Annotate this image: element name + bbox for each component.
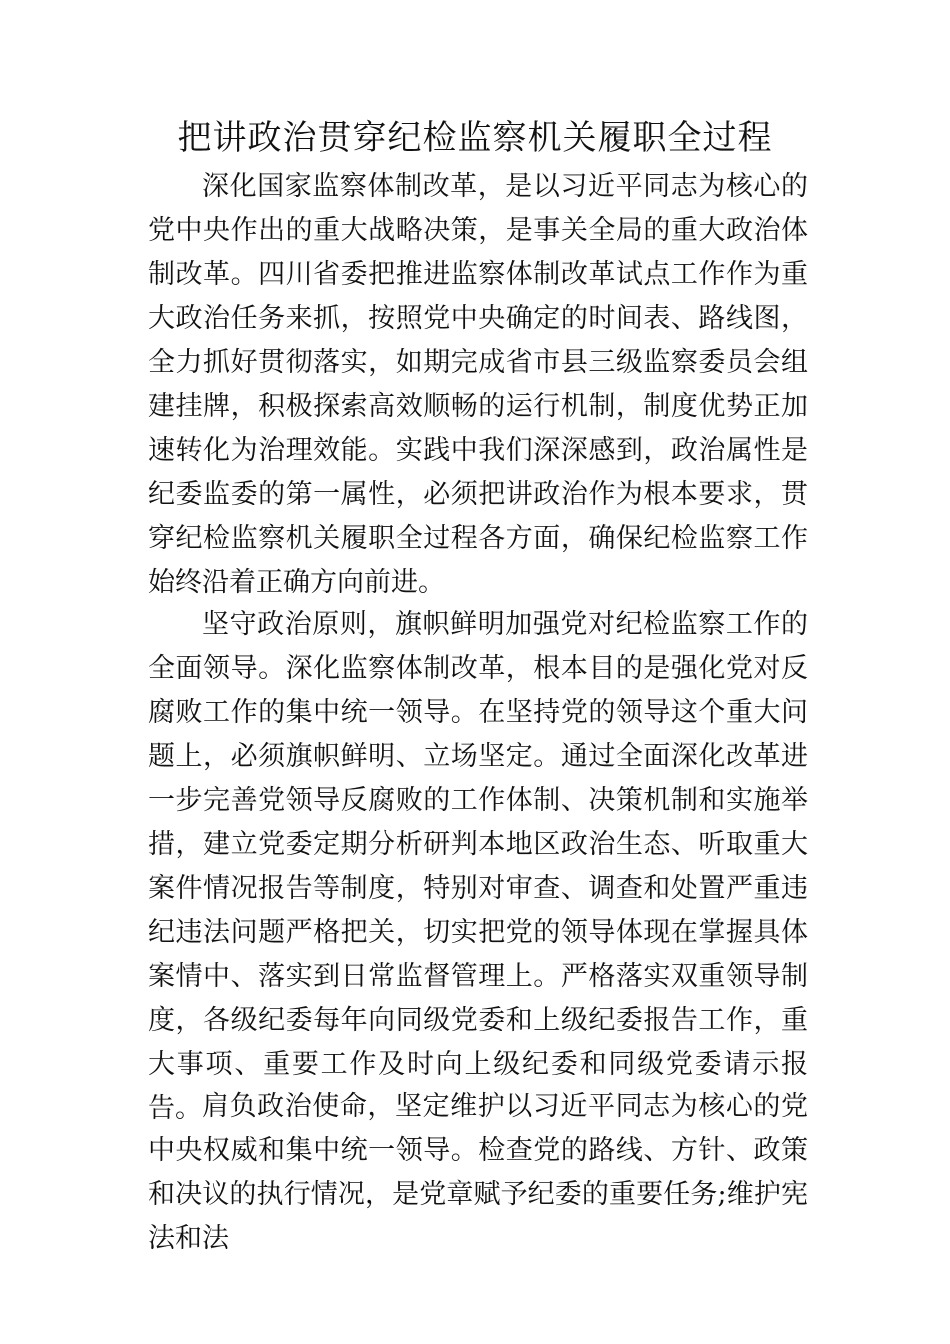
document-title: 把讲政治贯穿纪检监察机关履职全过程 [177,118,773,158]
paragraph-2: 坚守政治原则，旗帜鲜明加强党对纪检监察工作的全面领导。深化监察体制改革，根本目的是强化党对反腐败工作的集中统一领导。在坚持党的领导这个重大问题上，必须旗帜鲜明、立场坚定。通过全面深化改革进一步完善党领导反腐败的工作体制、决策机制和实施举措，建立党委定期分析研判本地区政治生态、听取重大案件情况报告等制度，特别对审查、调查和处置严重违纪违法问题严格把关，切实把党的领导体现在掌握具体案情中、落实到日常监督管理上。严格落实双重领导制度，各级纪委每年向同级党委和上级纪委报告工作，重大事项、重要工作及时向上级纪委和同级党委请示报告。 [148,609,808,1124]
paragraph-3: 肩负政治使命，坚定维护以习近平同志为核心的党中央权威和集中统一领导。检查党的路线、方针、政策和决议的执行情况，是党章赋予纪委的重要任务;维护宪法和法 [148,1091,808,1254]
paragraph-1: 深化国家监察体制改革，是以习近平同志为核心的党中央作出的重大战略决策，是事关全局的重大政治体制改革。四川省委把推进监察体制改革试点工作作为重大政治任务来抓，按照党中央确定的时间表、路线图，全力抓好贯彻落实，如期完成省市县三级监察委员会组建挂牌，积极探索高效顺畅的运行机制，制度优势正加速转化为治理效能。实践中我们深深感到，政治属性是纪委监委的第一属性，必须把讲政治作为根本要求，贯穿纪检监察机关履职全过程各方面，确保纪检监察工作始终沿着正确方向前进。 [148,171,808,598]
